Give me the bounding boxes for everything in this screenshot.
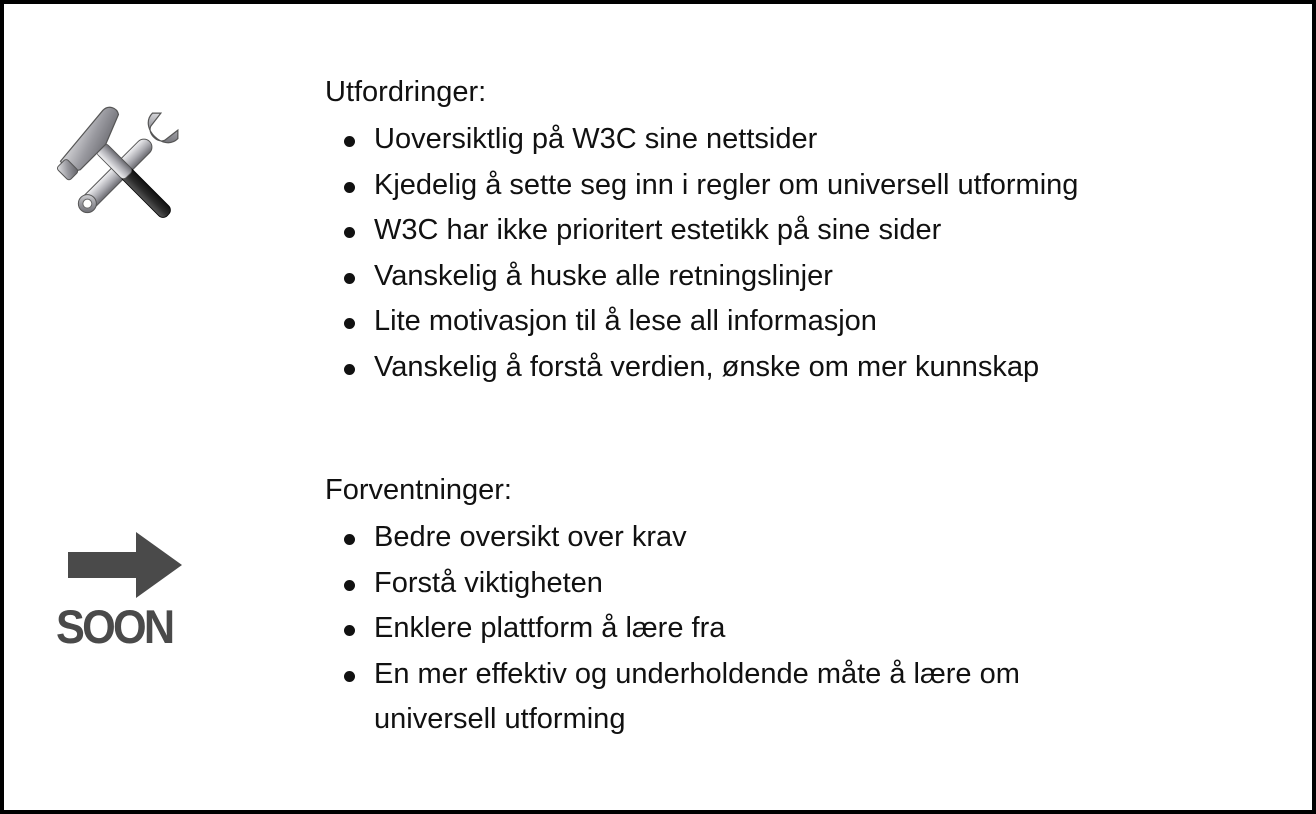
list-item: En mer effektiv og underholdende måte å lære om bbox=[324, 652, 1020, 698]
soon-arrow-icon bbox=[56, 528, 192, 652]
soon-label: SOON bbox=[56, 600, 173, 653]
hammer-and-wrench-icon bbox=[54, 100, 190, 238]
challenges-section bbox=[324, 72, 1078, 390]
list-item: Forstå viktigheten bbox=[324, 561, 1020, 607]
list-item-continuation: universell utforming bbox=[374, 703, 626, 735]
list-item: Uoversiktlig på W3C sine nettsider bbox=[324, 117, 1078, 163]
expectations-heading: Forventninger: bbox=[325, 474, 512, 506]
list-item: Vanskelig å huske alle retningslinjer bbox=[324, 254, 1078, 300]
list-item: Lite motivasjon til å lese all informasjon bbox=[324, 299, 1078, 345]
challenges-list bbox=[324, 117, 1078, 390]
list-item: Kjedelig å sette seg inn i regler om universell utforming bbox=[324, 163, 1078, 209]
list-item: W3C har ikke prioritert estetikk på sine sider bbox=[324, 208, 1078, 254]
list-item: Enklere plattform å lære fra bbox=[324, 606, 1020, 652]
list-item: Bedre oversikt over krav bbox=[324, 515, 1020, 561]
expectations-list bbox=[324, 515, 1020, 743]
challenges-heading: Utfordringer: bbox=[325, 76, 487, 108]
list-item: Vanskelig å forstå verdien, ønske om mer kunnskap bbox=[324, 345, 1078, 391]
expectations-section bbox=[324, 470, 1020, 743]
